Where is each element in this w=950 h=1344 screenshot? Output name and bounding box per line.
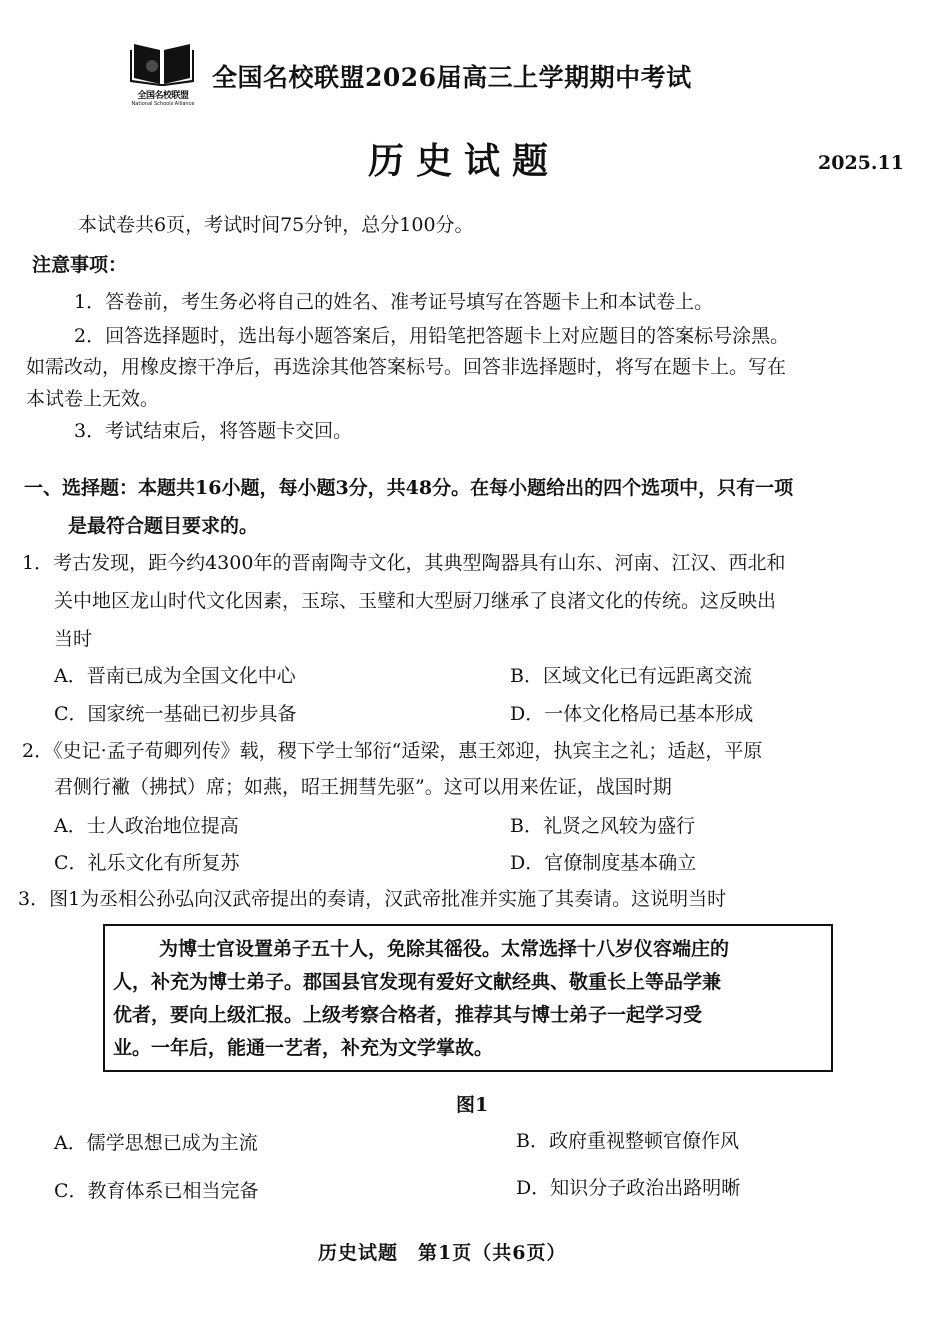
alliance-logo [122, 38, 204, 114]
open-book-icon [130, 40, 194, 86]
quote-line: 优者，要向上级汇报。上级考察合格者，推荐其与博士弟子一起学习受 [113, 1004, 703, 1026]
logo-name-cn: 全国名校联盟 [137, 91, 189, 101]
exam-title: 全国名校联盟2026届高三上学期期中考试 [212, 63, 692, 92]
option-b[interactable]: B．礼贤之风较为盛行 [510, 815, 695, 837]
option-a[interactable]: A．晋南已成为全国文化中心 [54, 665, 296, 687]
notes-heading: 注意事项： [32, 254, 128, 276]
notes-line: 2．回答选择题时，选出每小题答案后，用铅笔把答题卡上对应题目的答案标号涂黑。 [74, 325, 790, 347]
quote-line: 人，补充为博士弟子。郡国县官发现有爱好文献经典、敬重长上等品学兼 [113, 971, 722, 993]
notes-line: 3．考试结束后，将答题卡交回。 [74, 420, 353, 442]
option-c[interactable]: C．国家统一基础已初步具备 [54, 703, 297, 725]
question-stem: 当时 [54, 628, 93, 650]
option-b[interactable]: B．区域文化已有远距离交流 [510, 665, 752, 687]
figure-label: 图1 [456, 1094, 489, 1116]
page-footer: 历史试题 第1页（共6页） [318, 1242, 567, 1264]
exam-date: 2025.11 [818, 152, 904, 174]
quote-line: 业。一年后，能通一艺者，补充为文学掌故。 [113, 1037, 494, 1059]
option-c[interactable]: C．礼乐文化有所复苏 [54, 852, 240, 874]
question-stem: 君侧行襒（拂拭）席；如燕，昭王拥彗先驱”。这可以用来佐证，战国时期 [54, 776, 672, 798]
figure-1-quote-box [103, 924, 833, 1072]
option-a[interactable]: A．士人政治地位提高 [54, 815, 239, 837]
logo-name-en: National Schools Alliance [131, 101, 195, 107]
option-d[interactable]: D．知识分子政治出路明晰 [516, 1177, 741, 1199]
page-title: 历史试题 [368, 140, 561, 182]
intro-text: 本试卷共6页，考试时间75分钟，总分100分。 [78, 214, 474, 236]
option-d[interactable]: D．官僚制度基本确立 [510, 852, 697, 874]
question-stem: 关中地区龙山时代文化因素，玉琮、玉璧和大型厨刀继承了良渚文化的传统。这反映出 [54, 590, 777, 612]
option-c[interactable]: C．教育体系已相当完备 [54, 1180, 259, 1202]
notes-line: 本试卷上无效。 [26, 388, 160, 410]
question-stem: 2．《史记·孟子荀卿列传》载，稷下学士邹衍“适梁，惠王郊迎，执宾主之礼；适赵，平原 [22, 740, 763, 762]
section-heading: 是最符合题目要求的。 [68, 515, 259, 537]
section-heading: 一、选择题：本题共16小题，每小题3分，共48分。在每小题给出的四个选项中，只有一项 [24, 477, 794, 499]
notes-line: 1．答卷前，考生务必将自己的姓名、准考证号填写在答题卡上和本试卷上。 [74, 291, 714, 313]
option-a[interactable]: A．儒学思想已成为主流 [54, 1132, 258, 1154]
option-b[interactable]: B．政府重视整顿官僚作风 [516, 1130, 739, 1152]
option-d[interactable]: D．一体文化格局已基本形成 [510, 703, 754, 725]
notes-line: 如需改动，用橡皮擦干净后，再选涂其他答案标号。回答非选择题时，将写在题卡上。写在 [26, 356, 787, 378]
question-stem: 3．图1为丞相公孙弘向汉武帝提出的奏请，汉武帝批准并实施了其奏请。这说明当时 [18, 888, 727, 910]
quote-line: 为博士官设置弟子五十人，免除其徭役。太常选择十八岁仪容端庄的 [159, 938, 730, 960]
question-stem: 1．考古发现，距今约4300年的晋南陶寺文化，其典型陶器具有山东、河南、江汉、西北和 [22, 552, 786, 574]
